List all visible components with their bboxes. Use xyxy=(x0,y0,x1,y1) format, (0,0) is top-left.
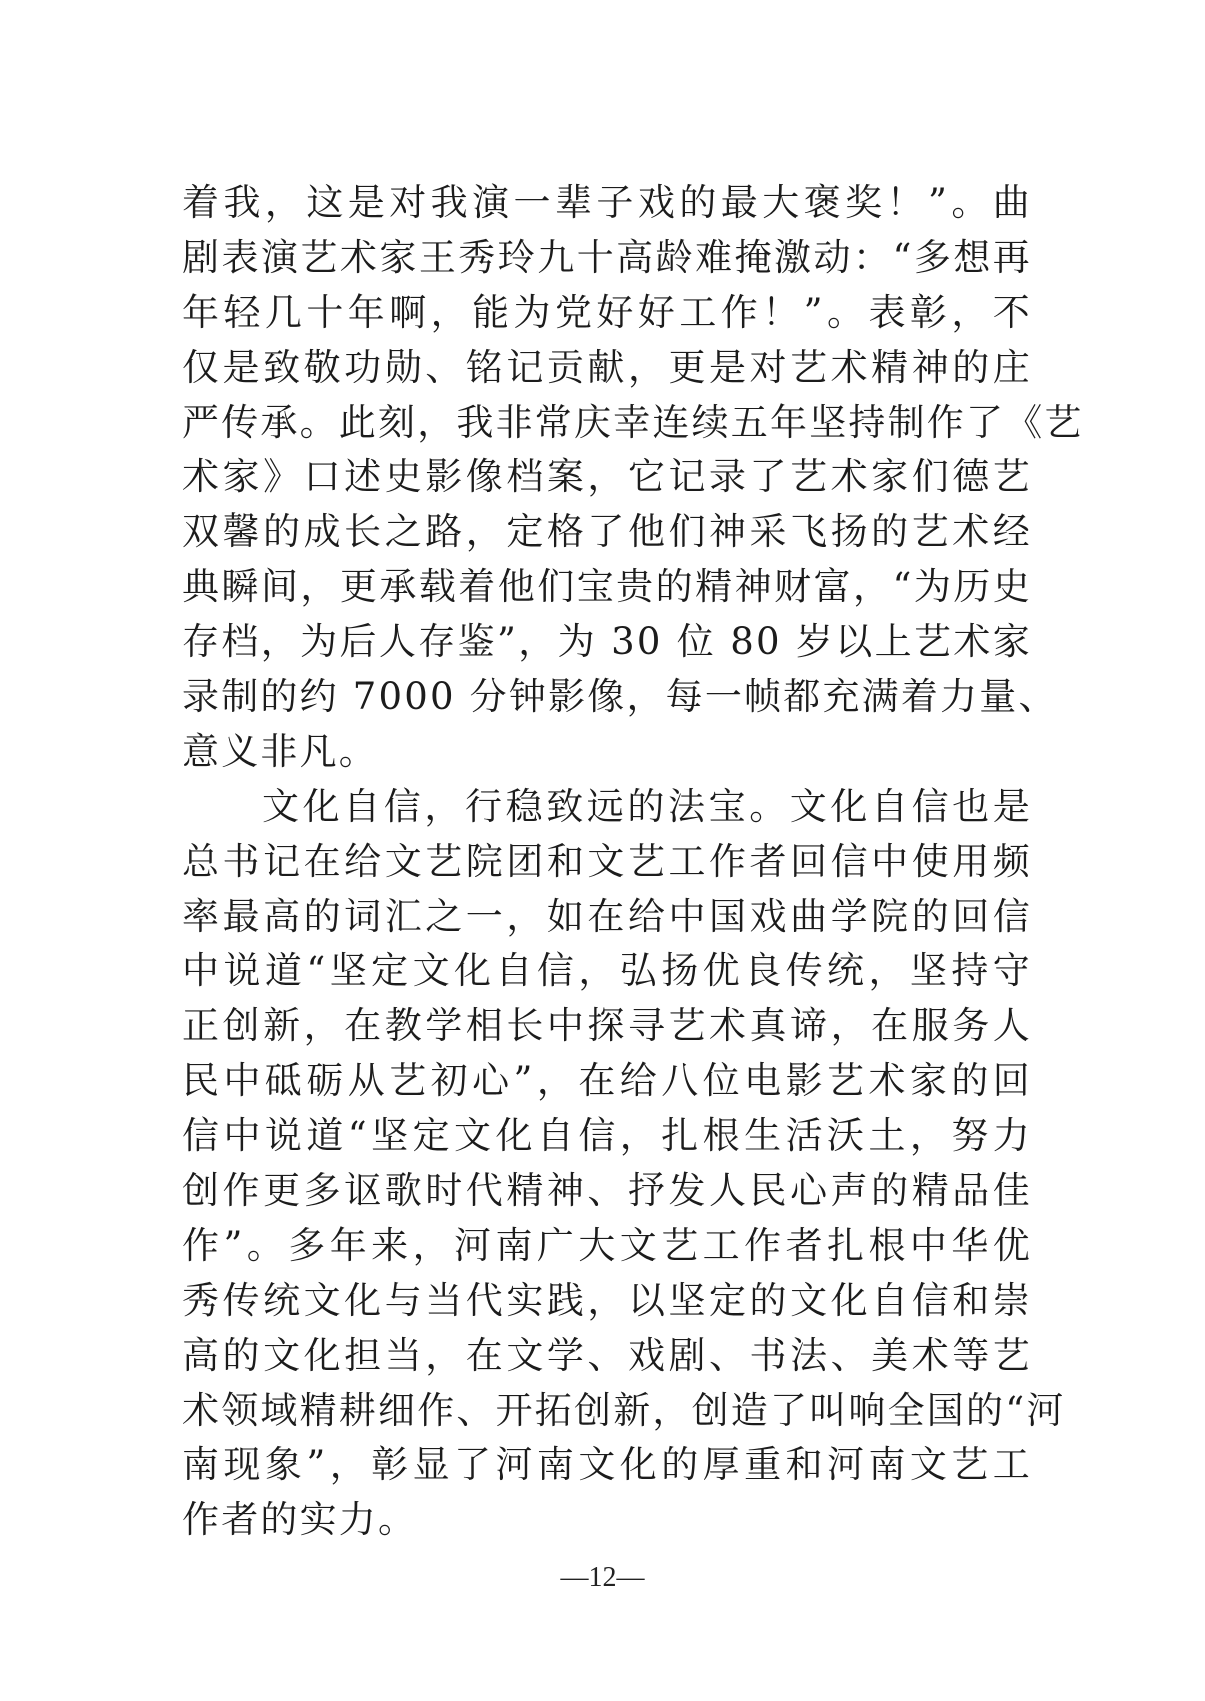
text-line: 创作更多讴歌时代精神、抒发人民心声的精品佳 xyxy=(182,1169,1032,1213)
text-line: 双馨的成长之路，定格了他们神采飞扬的艺术经 xyxy=(182,510,1032,554)
text-line: 总书记在给文艺院团和文艺工作者回信中使用频 xyxy=(182,839,1032,883)
text-line: 录制的约 7000 分钟影像，每一帧都充满着力量、 xyxy=(182,675,1058,719)
text-line: 存档，为后人存鉴”，为 30 位 80 岁以上艺术家 xyxy=(182,620,1032,664)
text-line: 意义非凡。 xyxy=(182,729,378,773)
text-line: 秀传统文化与当代实践，以坚定的文化自信和崇 xyxy=(182,1278,1032,1322)
text-line: 年轻几十年啊，能为党好好工作！”。表彰，不 xyxy=(182,290,1032,334)
text-line: 民中砥砺从艺初心”，在给八位电影艺术家的回 xyxy=(182,1059,1032,1103)
text-line: 信中说道“坚定文化自信，扎根生活沃土，努力 xyxy=(182,1114,1032,1158)
text-line: 作”。多年来，河南广大文艺工作者扎根中华优 xyxy=(182,1223,1032,1267)
page-number: —12— xyxy=(560,1562,645,1593)
text-line: 术家》口述史影像档案，它记录了艺术家们德艺 xyxy=(182,455,1032,499)
text-line: 文化自信，行稳致远的法宝。文化自信也是 xyxy=(262,784,1032,828)
text-line: 南现象”，彰显了河南文化的厚重和河南文艺工 xyxy=(182,1443,1032,1487)
text-line: 着我，这是对我演一辈子戏的最大褒奖！”。曲 xyxy=(182,181,1032,224)
body-text xyxy=(182,176,1084,1548)
text-line: 仅是致敬功勋、铭记贡献，更是对艺术精神的庄 xyxy=(182,345,1032,389)
text-line: 术领域精耕细作、开拓创新，创造了叫响全国的“河 xyxy=(182,1388,1066,1432)
text-line: 严传承。此刻，我非常庆幸连续五年坚持制作了《艺 xyxy=(182,400,1084,444)
text-line: 剧表演艺术家王秀玲九十高龄难掩激动：“多想再 xyxy=(182,235,1032,279)
text-line: 典瞬间，更承载着他们宝贵的精神财富，“为历史 xyxy=(182,565,1032,609)
text-line: 作者的实力。 xyxy=(182,1498,418,1542)
text-line: 正创新，在教学相长中探寻艺术真谛，在服务人 xyxy=(182,1004,1032,1048)
text-line: 率最高的词汇之一，如在给中国戏曲学院的回信 xyxy=(182,894,1032,938)
text-line: 高的文化担当，在文学、戏剧、书法、美术等艺 xyxy=(182,1333,1032,1377)
text-line: 中说道“坚定文化自信，弘扬优良传统，坚持守 xyxy=(182,949,1032,993)
